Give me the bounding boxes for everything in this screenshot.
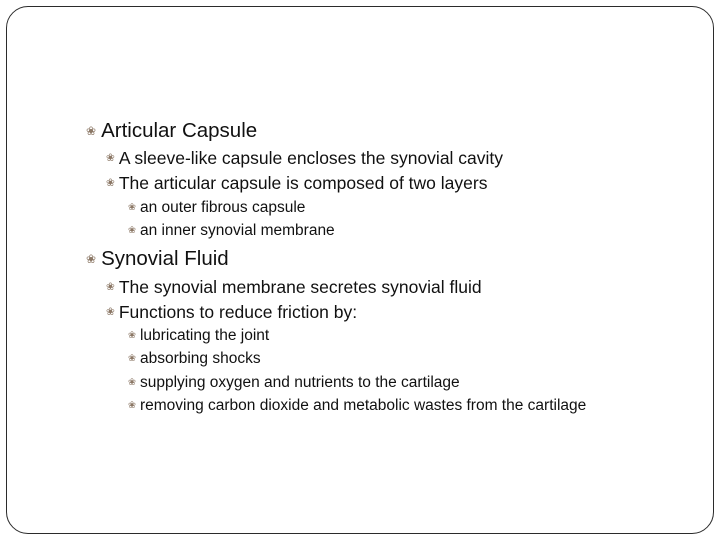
flower-bullet-icon: ❀: [86, 252, 97, 266]
sub-list-item-text: supplying oxygen and nutrients to the cartilage: [139, 374, 460, 391]
heading-text: Articular Capsule: [101, 119, 258, 142]
sub-list-item: [128, 397, 586, 415]
list-item: [106, 302, 357, 323]
sub-list-item-text: removing carbon dioxide and metabolic wastes from the cartilage: [139, 397, 587, 414]
list-item: [106, 173, 487, 194]
flower-bullet-icon: ❀: [106, 306, 115, 319]
sub-list-item: [128, 327, 269, 345]
sub-list-item-text: an inner synovial membrane: [139, 222, 335, 239]
list-item-text: The synovial membrane secretes synovial fluid: [118, 277, 482, 297]
flower-bullet-icon: ❀: [106, 281, 115, 294]
list-item: [106, 277, 482, 298]
list-item-text: Functions to reduce friction by:: [118, 302, 358, 322]
heading-text: Synovial Fluid: [101, 247, 229, 270]
list-item-text: A sleeve-like capsule encloses the synovial cavity: [118, 148, 504, 168]
flower-bullet-icon: ❀: [106, 177, 115, 190]
flower-bullet-icon: ❀: [128, 202, 136, 214]
section-heading-articular-capsule: [86, 119, 257, 143]
flower-bullet-icon: ❀: [128, 377, 136, 389]
flower-bullet-icon: ❀: [128, 330, 136, 342]
sub-list-item-text: absorbing shocks: [139, 350, 261, 367]
sub-list-item: [128, 222, 335, 240]
flower-bullet-icon: ❀: [128, 353, 136, 365]
flower-bullet-icon: ❀: [106, 152, 115, 165]
flower-bullet-icon: ❀: [86, 124, 97, 138]
list-item-text: The articular capsule is composed of two layers: [118, 173, 488, 193]
sub-list-item: [128, 199, 305, 217]
list-item: [106, 148, 503, 169]
section-heading-synovial-fluid: [86, 247, 229, 271]
sub-list-item: [128, 374, 460, 392]
flower-bullet-icon: ❀: [128, 225, 136, 237]
flower-bullet-icon: ❀: [128, 400, 136, 412]
sub-list-item: [128, 350, 261, 368]
sub-list-item-text: lubricating the joint: [139, 327, 270, 344]
sub-list-item-text: an outer fibrous capsule: [139, 199, 306, 216]
